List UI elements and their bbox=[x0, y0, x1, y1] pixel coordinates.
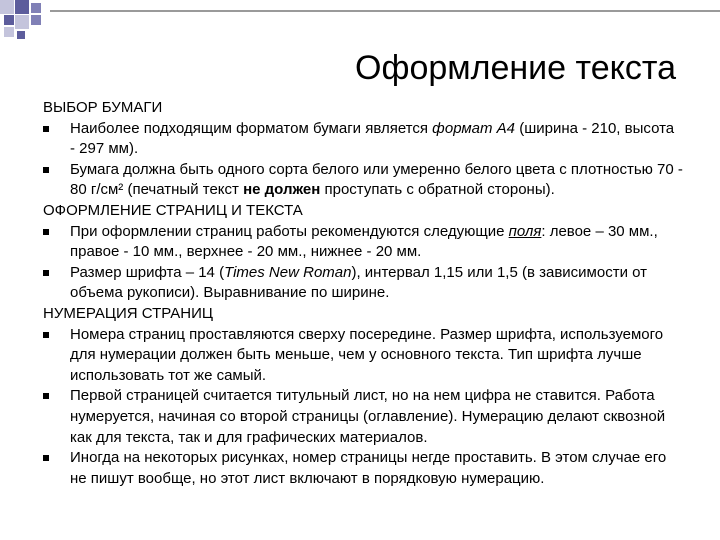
square-bullet-icon bbox=[43, 126, 49, 132]
deco-square-dark bbox=[4, 15, 14, 25]
deco-square-light bbox=[4, 27, 14, 37]
bullet-text bbox=[70, 387, 665, 445]
square-bullet-icon bbox=[43, 332, 49, 338]
bullet-item bbox=[43, 119, 683, 160]
text-run: Первой страницей считается титульный лист, но на нем цифра не ставится. Работа нумеруется, начиная со второй страницы (оглавление). Нумерацию делают сквозной как для текста, так и для графических материалов. bbox=[70, 387, 666, 446]
slide-content bbox=[43, 98, 683, 489]
text-run: поля bbox=[508, 222, 542, 240]
bullet-text bbox=[70, 120, 674, 158]
bullet-item bbox=[43, 222, 683, 263]
square-bullet-icon bbox=[43, 455, 49, 461]
section-heading: НУМЕРАЦИЯ СТРАНИЦ bbox=[43, 304, 213, 322]
square-bullet-icon bbox=[43, 270, 49, 276]
bullet-text bbox=[70, 326, 663, 384]
text-run: формат А4 bbox=[432, 119, 516, 137]
deco-square-light bbox=[0, 0, 14, 14]
section-heading: ОФОРМЛЕНИЕ СТРАНИЦ И ТЕКСТА bbox=[43, 201, 303, 219]
section-heading: ВЫБОР БУМАГИ bbox=[43, 99, 163, 116]
bullet-text bbox=[70, 264, 647, 302]
text-run: Иногда на некоторых рисунках, номер страницы негде проставить. В этом случае его не пишут вообще, но этот лист включают в порядковую нумерацию. bbox=[70, 449, 667, 487]
square-bullet-icon bbox=[43, 167, 49, 173]
bullet-text bbox=[70, 449, 666, 487]
text-run: проступать с обратной стороны). bbox=[320, 181, 555, 199]
square-bullet-icon bbox=[43, 229, 49, 235]
bullet-item bbox=[43, 448, 683, 489]
deco-square-dark bbox=[17, 31, 25, 39]
text-run: ), интервал 1,15 или 1,5 (в зависимости от объема рукописи). Выравнивание по ширине. bbox=[70, 263, 648, 302]
deco-square-mid bbox=[31, 15, 41, 25]
text-run: (ширина - 210, высота - 297 мм). bbox=[70, 119, 675, 158]
bullet-item bbox=[43, 263, 683, 304]
bullet-text bbox=[70, 223, 658, 261]
deco-square-mid bbox=[31, 3, 41, 13]
bullet-item bbox=[43, 325, 683, 387]
text-run: Times New Roman bbox=[224, 263, 352, 281]
corner-squares-decoration bbox=[0, 0, 260, 50]
title-rule bbox=[50, 10, 720, 12]
text-run: При оформлении страниц работы рекомендуются следующие bbox=[70, 222, 509, 240]
text-run: Наиболее подходящим форматом бумаги является bbox=[70, 119, 433, 137]
text-run: Размер шрифта – 14 ( bbox=[70, 263, 225, 281]
text-run: не должен bbox=[243, 181, 321, 199]
bullet-item bbox=[43, 386, 683, 448]
slide-title: Оформление текста bbox=[355, 49, 676, 87]
square-bullet-icon bbox=[43, 393, 49, 399]
deco-square-light bbox=[15, 15, 29, 29]
text-run: : левое – 30 мм., правое - 10 мм., верхнее - 20 мм., нижнее - 20 мм. bbox=[70, 222, 658, 261]
deco-square-dark bbox=[15, 0, 29, 14]
text-run: Номера страниц проставляются сверху посередине. Размер шрифта, используемого для нумерации должен быть меньше, чем у основного текста. Тип шрифта лучше использовать тот же самый. bbox=[70, 325, 664, 384]
text-run: Бумага должна быть одного сорта белого или умеренно белого цвета с плотностью 70 - 80 г/см² (печатный текст bbox=[70, 160, 683, 199]
bullet-text bbox=[70, 161, 683, 199]
bullet-item bbox=[43, 160, 683, 201]
